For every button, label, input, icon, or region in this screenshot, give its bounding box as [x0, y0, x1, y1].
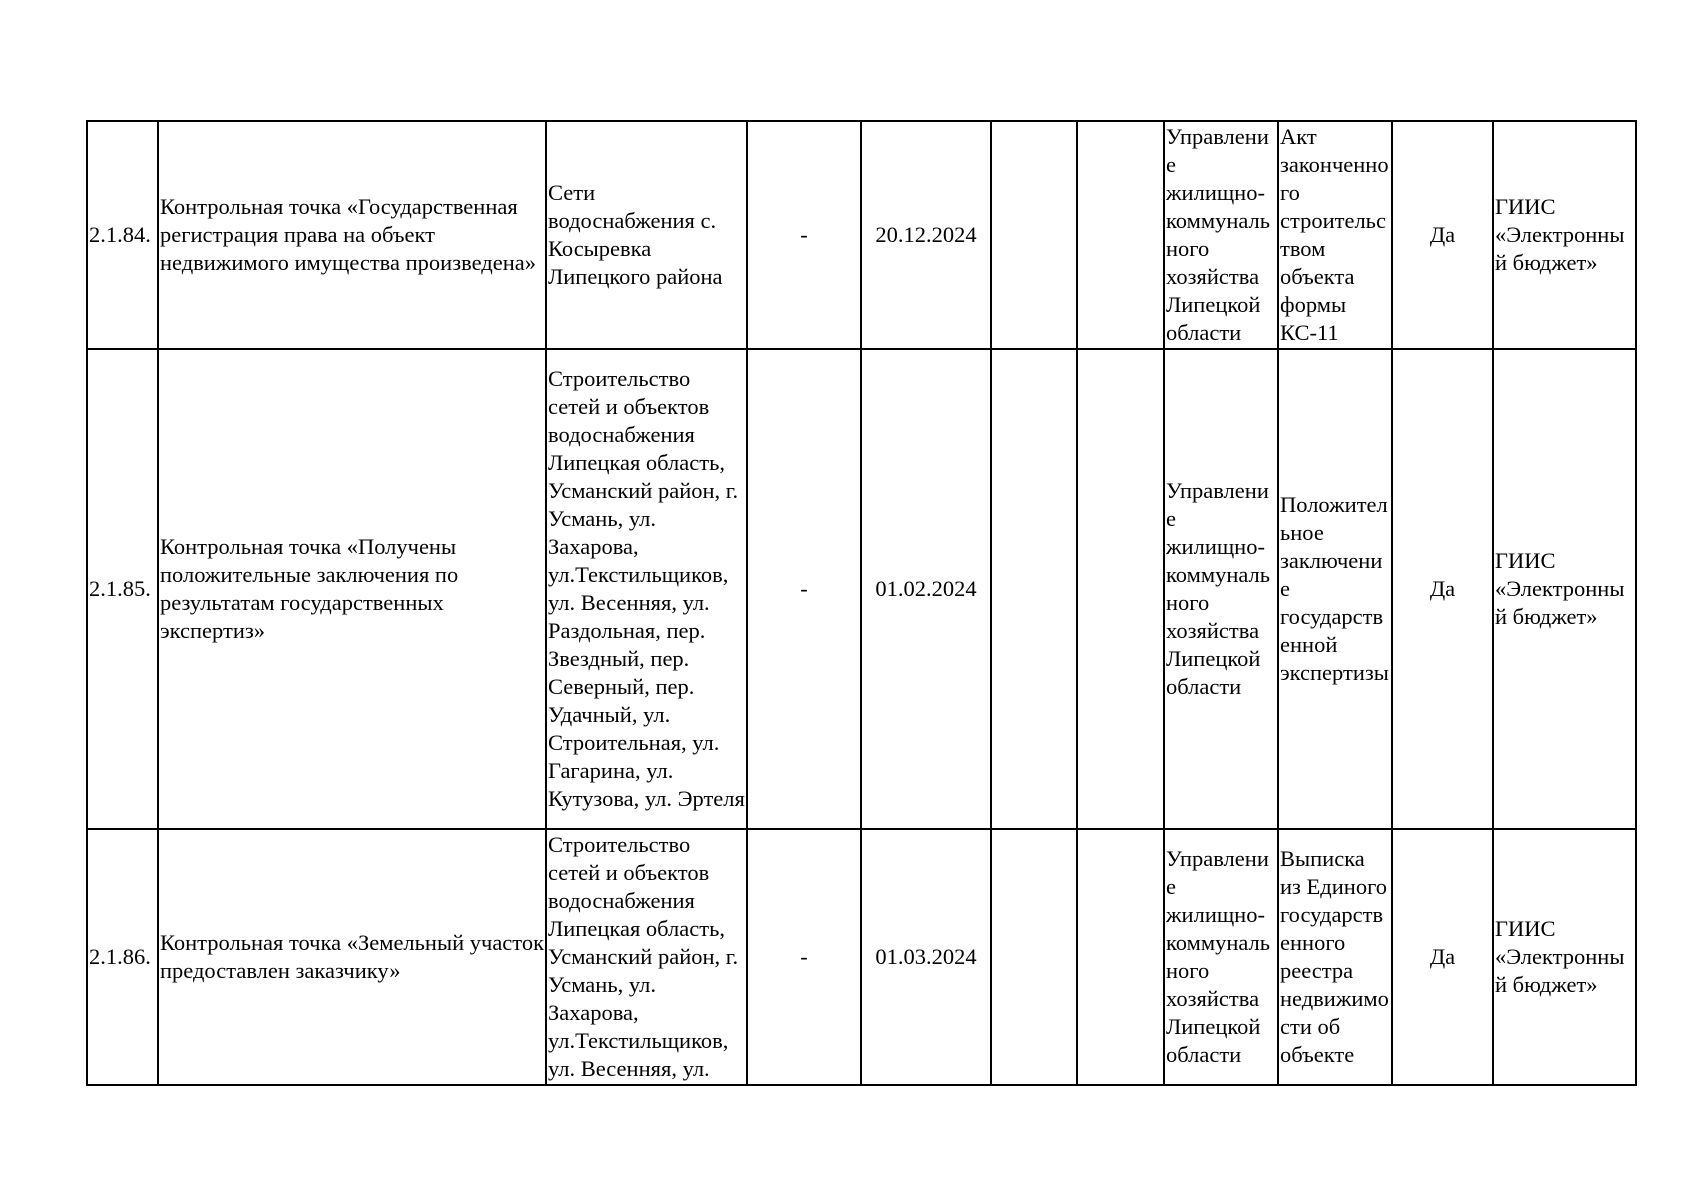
object-cell: Строительство сетей и объектов водоснабжения Липецкая область, Усманский район, г. Усмань, ул. Захарова, ул.Текстильщиков, ул. Весенняя, ул. Раздольная, пер. Звездный, пер. Северный, пер. Удачный, ул. Строительная, ул. Гагарина, ул. Кутузова, ул. Эртеля [546, 349, 747, 829]
system-cell: ГИИС «Электронный бюджет» [1493, 349, 1636, 829]
empty-cell [991, 829, 1077, 1085]
control-point-cell: Контрольная точка «Получены положительные заключения по результатам государственных экспертиз» [158, 349, 546, 829]
responsible-cell: Управление жилищно-коммунального хозяйства Липецкой области [1164, 829, 1278, 1085]
table-row [87, 829, 1636, 1085]
empty-cell [991, 121, 1077, 349]
empty-cell [1077, 121, 1164, 349]
responsible-cell: Управление жилищно-коммунального хозяйства Липецкой области [1164, 121, 1278, 349]
flag-cell: Да [1392, 349, 1493, 829]
end-date-cell: 01.02.2024 [861, 349, 991, 829]
system-cell: ГИИС «Электронный бюджет» [1493, 829, 1636, 1085]
object-text: Строительство сетей и объектов водоснабжения Липецкая область, Усманский район, г. Усмань, ул. Захарова, ул.Текстильщиков, ул. Весенняя, ул. [548, 832, 739, 1081]
object-cell [546, 829, 747, 1085]
object-cell: Сети водоснабжения с. Косыревка Липецкого района [546, 121, 747, 349]
empty-cell [991, 349, 1077, 829]
row-number: 2.1.85. [87, 349, 158, 829]
flag-cell: Да [1392, 829, 1493, 1085]
empty-cell [1077, 829, 1164, 1085]
start-date-cell: - [747, 829, 861, 1085]
start-date-cell: - [747, 349, 861, 829]
document-cell: Акт законченного строительством объекта формы КС-11 [1278, 121, 1392, 349]
empty-cell [1077, 349, 1164, 829]
row-number: 2.1.86. [87, 829, 158, 1085]
row-number: 2.1.84. [87, 121, 158, 349]
end-date-cell: 20.12.2024 [861, 121, 991, 349]
control-points-table [86, 120, 1637, 1086]
control-point-cell: Контрольная точка «Государственная регистрация права на объект недвижимого имущества произведена» [158, 121, 546, 349]
table-row [87, 121, 1636, 349]
end-date-cell: 01.03.2024 [861, 829, 991, 1085]
control-point-cell: Контрольная точка «Земельный участок предоставлен заказчику» [158, 829, 546, 1085]
responsible-cell: Управление жилищно-коммунального хозяйства Липецкой области [1164, 349, 1278, 829]
document-cell: Выписка из Единого государственного реестра недвижимости об объекте [1278, 829, 1392, 1085]
system-cell: ГИИС «Электронный бюджет» [1493, 121, 1636, 349]
table-row [87, 349, 1636, 829]
document-cell: Положительное заключение государственной экспертизы [1278, 349, 1392, 829]
start-date-cell: - [747, 121, 861, 349]
flag-cell: Да [1392, 121, 1493, 349]
